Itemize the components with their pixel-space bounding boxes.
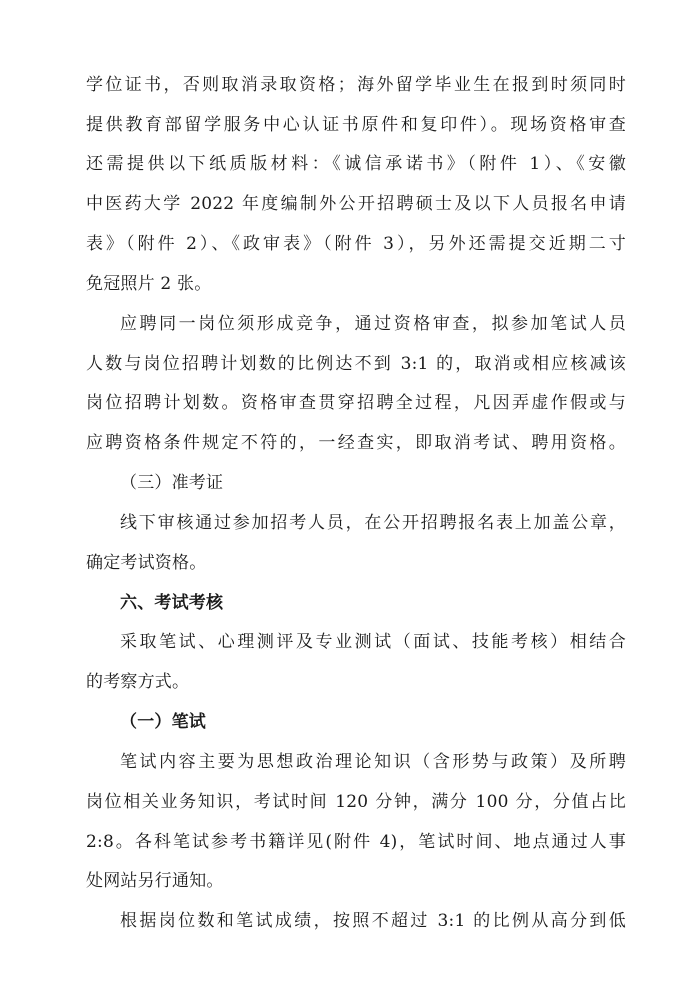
- paragraph-line: 免冠照片 2 张。: [86, 274, 212, 294]
- paragraph-line: 的考察方式。: [86, 672, 190, 692]
- paragraph-line: 处网站另行通知。: [86, 871, 224, 891]
- paragraph-line: 2:8。各科笔试参考书籍详见(附件 4)，笔试时间、地点通过人事: [86, 832, 626, 852]
- paragraph-line: 表》（附件 2）、《政审表》（附件 3），另外还需提交近期二寸: [86, 234, 626, 254]
- paragraph-line: 还需提供以下纸质版材料：《诚信承诺书》（附件 1）、《安徽: [86, 154, 626, 174]
- paragraph-line: 人数与岗位招聘计划数的比例达不到 3:1 的，取消或相应核减该: [86, 354, 626, 374]
- paragraph-line: 岗位招聘计划数。资格审查贯穿招聘全过程，凡因弄虚作假或与: [86, 393, 626, 413]
- paragraph-line: 中医药大学 2022 年度编制外公开招聘硕士及以下人员报名申请: [86, 194, 626, 214]
- paragraph-line: 岗位相关业务知识，考试时间 120 分钟，满分 100 分，分值占比: [86, 792, 626, 812]
- paragraph-line: 根据岗位数和笔试成绩，按照不超过 3:1 的比例从高分到低: [120, 911, 626, 931]
- paragraph-line: 笔试内容主要为思想政治理论知识（含形势与政策）及所聘: [120, 752, 626, 772]
- paragraph-line: 应聘资格条件规定不符的，一经查实，即取消考试、聘用资格。: [86, 433, 626, 453]
- section-heading: （三）准考证: [120, 473, 224, 493]
- section-heading: 六、考试考核: [120, 593, 224, 613]
- paragraph-line: 采取笔试、心理测评及专业测试（面试、技能考核）相结合: [120, 632, 626, 652]
- paragraph-line: 线下审核通过参加招考人员，在公开招聘报名表上加盖公章，: [120, 513, 626, 533]
- paragraph-line: 提供教育部留学服务中心认证书原件和复印件）。现场资格审查: [86, 115, 626, 135]
- section-heading: （一）笔试: [120, 712, 206, 732]
- paragraph-line: 应聘同一岗位须形成竞争，通过资格审查，拟参加笔试人员: [120, 314, 626, 334]
- paragraph-line: 确定考试资格。: [86, 553, 207, 573]
- paragraph-line: 学位证书，否则取消录取资格；海外留学毕业生在报到时须同时: [86, 75, 626, 95]
